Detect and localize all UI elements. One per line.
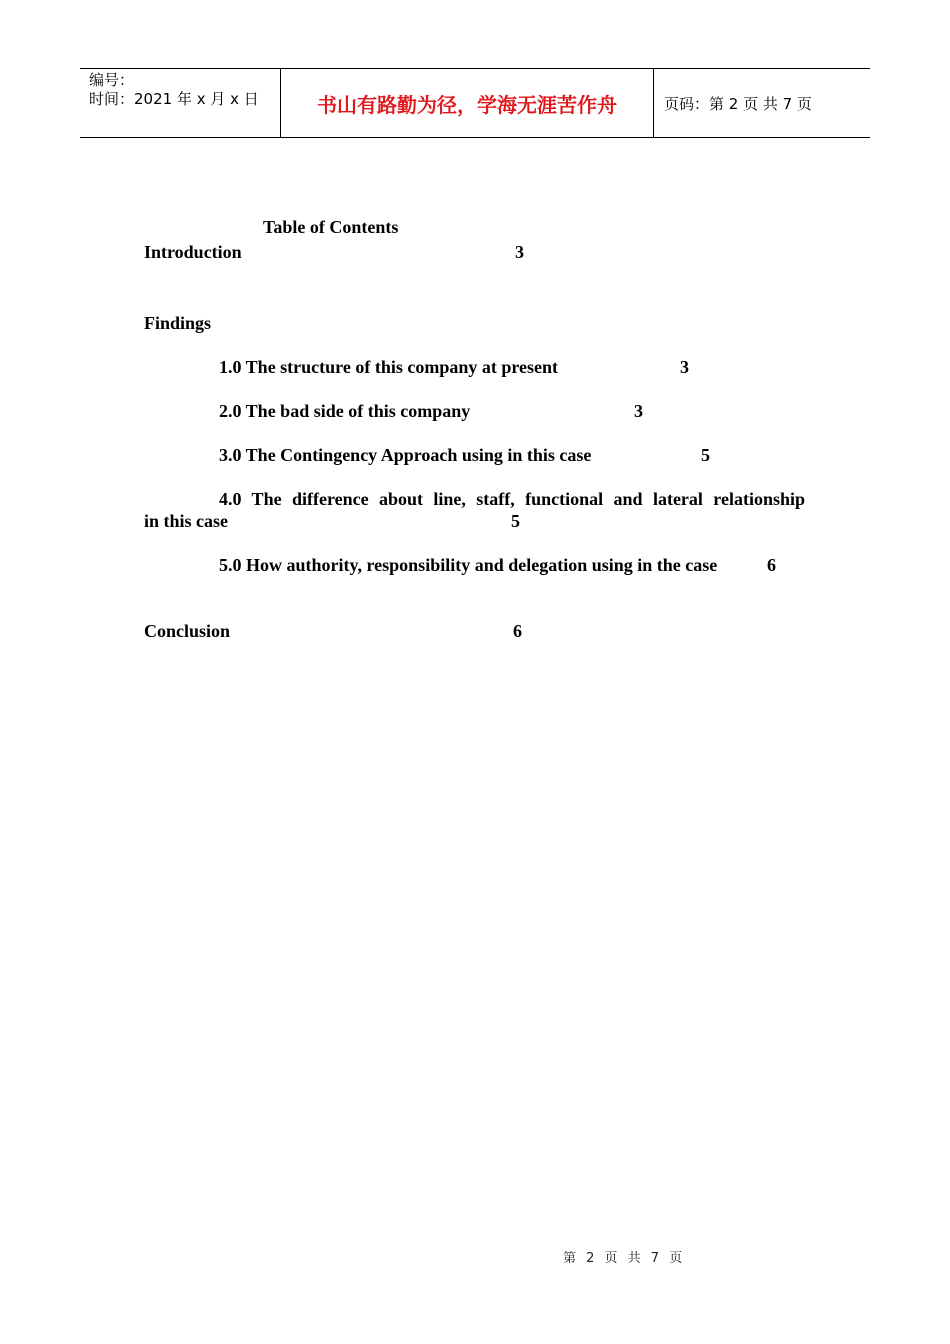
header-motto: 书山有路勤为径，学海无涯苦作舟	[281, 69, 654, 137]
toc-item-2-label: 2.0 The bad side of this company	[219, 401, 471, 421]
toc-item-4-label-line1: 4.0 The difference about line, staff, functional and lateral relationship	[219, 489, 805, 509]
toc-item-2-page: 3	[634, 401, 643, 421]
toc-findings-label: Findings	[144, 313, 212, 333]
toc-item-4-page: 5	[511, 511, 520, 531]
toc-item-3-page: 5	[701, 445, 710, 465]
header-meta-cell	[80, 69, 281, 137]
toc-conclusion-label: Conclusion	[144, 621, 231, 641]
time-label: 时间：2021 年 x 月 x 日	[89, 90, 259, 108]
id-label: 编号：	[89, 71, 135, 89]
toc-title: Table of Contents	[263, 217, 399, 237]
footer-page-number: 第 2 页 共 7 页	[563, 1251, 686, 1266]
toc-conclusion-page: 6	[513, 621, 522, 641]
toc-introduction-label: Introduction	[144, 242, 242, 262]
toc-item-5-page: 6	[767, 555, 776, 575]
page-header	[80, 68, 870, 138]
toc-item-5-label: 5.0 How authority, responsibility and delegation using in the case	[219, 555, 718, 575]
header-page-label: 页码：第 2 页 共 7 页	[664, 94, 812, 113]
toc-item-3-label: 3.0 The Contingency Approach using in this case	[219, 445, 592, 465]
toc-item-1-label: 1.0 The structure of this company at present	[219, 357, 558, 377]
toc-item-4-label-line2: in this case	[144, 511, 229, 531]
toc-introduction-page: 3	[515, 242, 524, 262]
toc-item-1-page: 3	[680, 357, 689, 377]
